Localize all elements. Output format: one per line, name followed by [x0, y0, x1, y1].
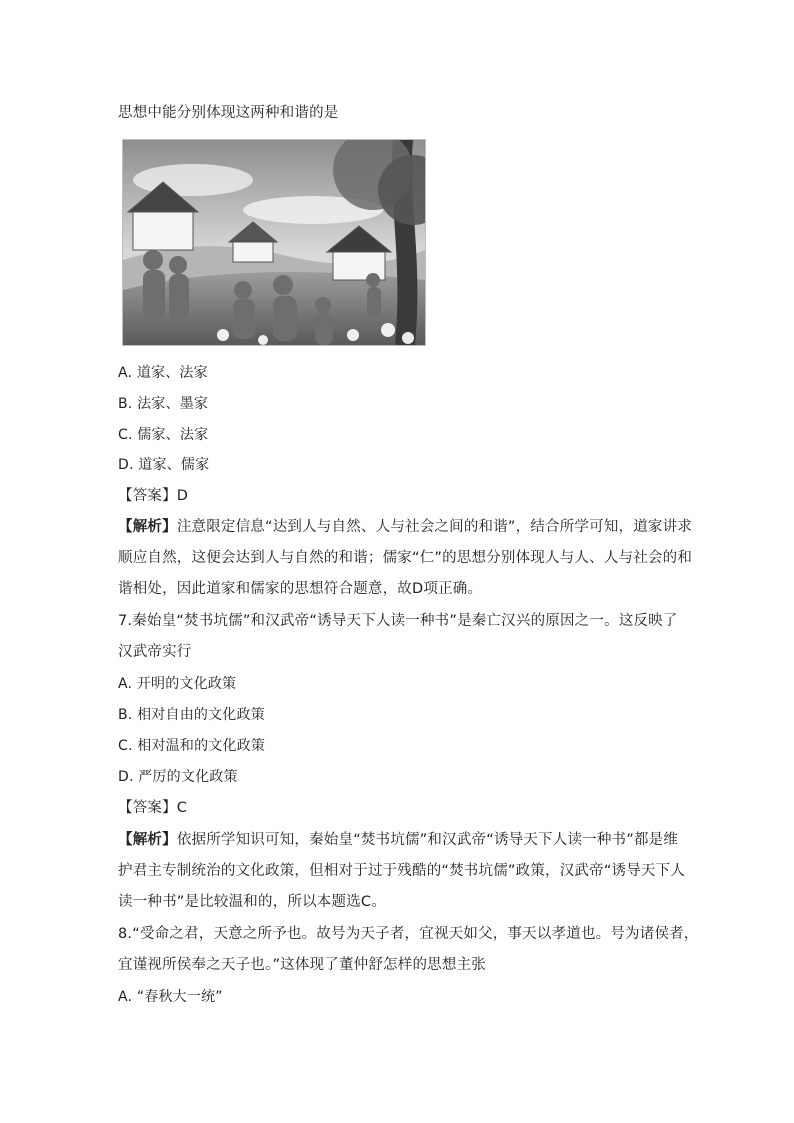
- q7-analysis-line-1: [118, 830, 678, 850]
- q6-analysis-line-3: 谐相处，因此道家和儒家的思想符合题意，故D项正确。: [118, 581, 483, 597]
- q6-analysis-line-1: [118, 517, 692, 537]
- q6-stem-tail: 思想中能分别体现这两种和谐的是: [118, 105, 339, 121]
- family-harmony-photo: [122, 139, 426, 346]
- q7-stem-line-1: 7.秦始皇“焚书坑儒”和汉武帝“诱导天下人读一种书”是秦亡汉兴的原因之一。这反映了: [118, 613, 678, 629]
- q6-analysis-text-1: 注意限定信息“达到人与自然、人与社会之间的和谐”，结合所学可知，道家讲求: [176, 519, 693, 535]
- q7-option-b: B. 相对自由的文化政策: [118, 707, 265, 723]
- q8-option-a: A. “春秋大一统”: [118, 989, 223, 1005]
- q6-option-b: B. 法家、墨家: [118, 396, 209, 412]
- q6-analysis-label: 【解析】: [118, 519, 177, 535]
- q6-option-d: D. 道家、儒家: [118, 457, 210, 473]
- q6-answer: 【答案】D: [118, 488, 189, 504]
- q7-stem-line-2: 汉武帝实行: [118, 644, 192, 660]
- q7-analysis-line-3: 读一种书”是比较温和的，所以本题选C。: [118, 894, 386, 910]
- q7-answer: 【答案】C: [118, 800, 188, 816]
- q6-option-c: C. 儒家、法家: [118, 427, 209, 443]
- q7-option-c: C. 相对温和的文化政策: [118, 738, 266, 754]
- q7-option-a: A. 开明的文化政策: [118, 676, 237, 692]
- q6-analysis-line-2: 顺应自然，这便会达到人与自然的和谐；儒家“仁”的思想分别体现人与人、人与社会的和: [118, 550, 693, 566]
- q8-stem-line-1: 8.“受命之君，天意之所予也。故号为天子者，宜视天如父，事天以孝道也。号为诸侯者，: [118, 926, 699, 942]
- q7-option-d: D. 严厉的文化政策: [118, 769, 238, 785]
- q7-analysis-label: 【解析】: [118, 832, 177, 848]
- family-harmony-illustration: [123, 140, 425, 345]
- q7-analysis-text-1: 依据所学知识可知，秦始皇“焚书坑儒”和汉武帝“诱导天下人读一种书”都是维: [176, 832, 679, 848]
- q8-stem-line-2: 宜谨视所侯奉之天子也。”这体现了董仲舒怎样的思想主张: [118, 957, 486, 973]
- q6-option-a: A. 道家、法家: [118, 365, 208, 381]
- q7-analysis-line-2: 护君主专制统治的文化政策，但相对于过于残酷的“焚书坑儒”政策，汉武帝“诱导天下人: [118, 863, 686, 879]
